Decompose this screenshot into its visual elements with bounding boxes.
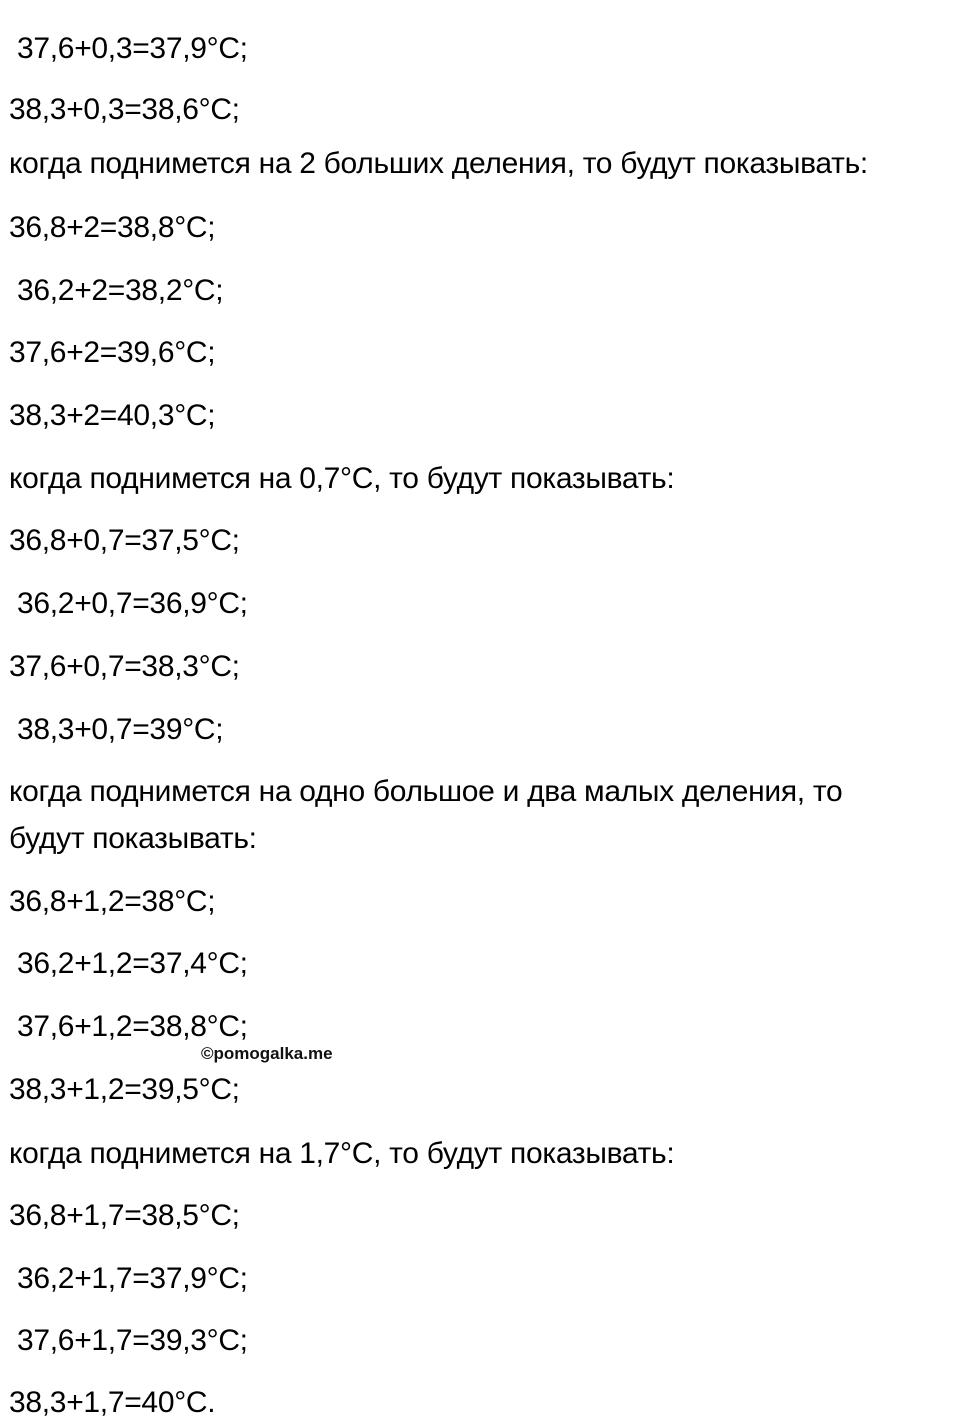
text-line: когда поднимется на 2 больших деления, то будут показывать:: [9, 147, 868, 180]
watermark: ©pomogalka.me: [201, 1044, 333, 1063]
equation-line: 37,6+1,7=39,3°C;: [17, 1324, 248, 1357]
equation-line: 36,8+1,2=38°C;: [9, 885, 216, 918]
equation-line: 38,3+1,7=40°C.: [9, 1386, 216, 1419]
equation-line: 36,8+0,7=37,5°C;: [9, 524, 240, 557]
equation-line: 36,2+1,2=37,4°C;: [17, 947, 248, 980]
equation-line: 37,6+2=39,6°C;: [9, 336, 216, 369]
text-line: когда поднимется на 1,7°C, то будут показывать:: [9, 1137, 675, 1170]
equation-line: 37,6+0,3=37,9°C;: [17, 32, 248, 65]
equation-line: 38,3+0,3=38,6°C;: [9, 93, 240, 126]
equation-line: 37,6+1,2=38,8°C;: [17, 1010, 248, 1043]
equation-line: 36,2+0,7=36,9°C;: [17, 587, 248, 620]
equation-line: 38,3+1,2=39,5°C;: [9, 1073, 240, 1106]
equation-line: 36,8+1,7=38,5°C;: [9, 1199, 240, 1232]
equation-line: 36,2+2=38,2°C;: [17, 274, 224, 307]
equation-line: 36,8+2=38,8°C;: [9, 211, 216, 244]
text-line: когда поднимется на одно большое и два малых деления, то: [9, 775, 843, 808]
equation-line: 38,3+0,7=39°C;: [17, 713, 224, 746]
equation-line: 37,6+0,7=38,3°C;: [9, 650, 240, 683]
text-line: будут показывать:: [9, 822, 257, 855]
equation-line: 36,2+1,7=37,9°C;: [17, 1262, 248, 1295]
text-line: когда поднимется на 0,7°C, то будут показывать:: [9, 462, 675, 495]
equation-line: 38,3+2=40,3°C;: [9, 399, 216, 432]
